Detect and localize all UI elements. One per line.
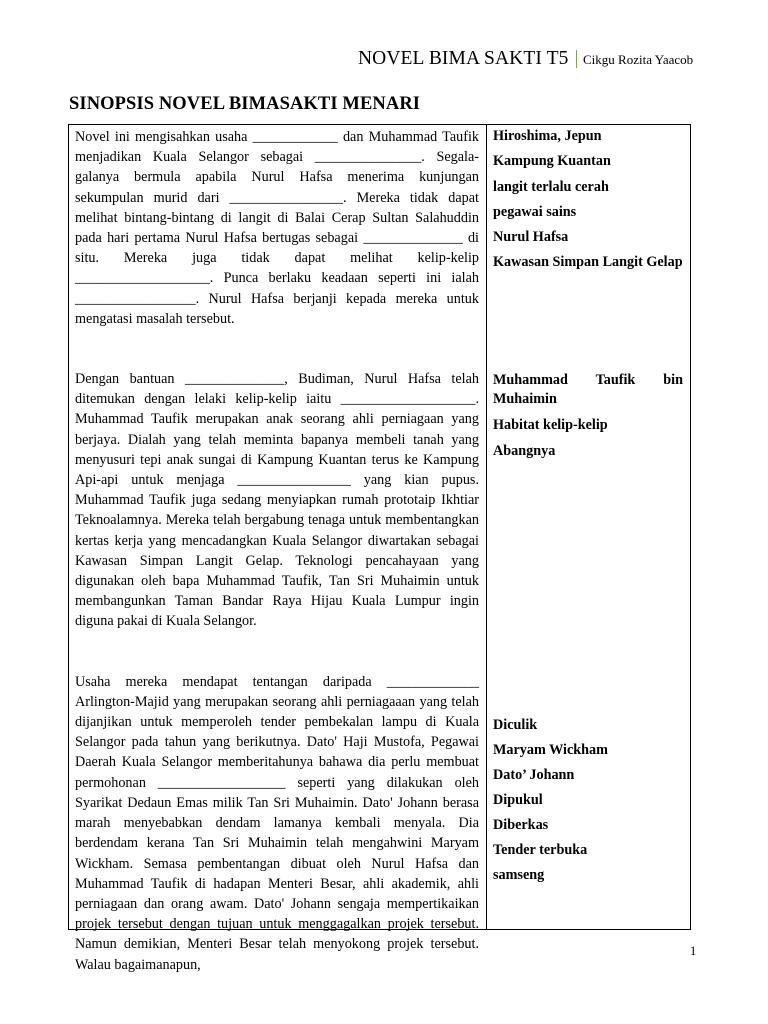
- answer-item: Abangnya: [493, 443, 556, 459]
- answer-item: Maryam Wickham: [493, 742, 608, 758]
- synopsis-paragraph-2: Dengan bantuan ______________, Budiman, Nurul Hafsa telah ditemukan dengan lelaki kelip-kelip iaitu ___________________. Muhammad Taufik merupakan anak seorang ahli perniagaan yang berjaya. Dialah yang telah meminta bapanya membeli tanah yang menyusuri tepi anak sungai di Kampung Kuantan terus ke Kampung Api-api untuk menjaga ________________ yang kian pupus. Muhammad Taufik juga sedang menyiapkan rumah prototaip Ikhtiar Teknoalamnya. Mereka telah bergabung tenaga untuk membentangkan kertas kerja yang mencadangkan Kuala Selangor diwartakan sebagai Kawasan Simpan Langit Gelap. Teknologi pencahayaan yang digunakan oleh bapa Muhammad Taufik, Tan Sri Muhaimin untuk membangunkan Taman Bandar Raya Hijau Kuala Lumpur ingin diguna pakai di Kuala Selangor.: [75, 371, 479, 630]
- answer-item: Nurul Hafsa: [493, 229, 569, 245]
- answer-item: Muhammad Taufik bin Muhaimin: [493, 372, 683, 407]
- answer-item: samseng: [493, 867, 545, 883]
- page-header: [358, 48, 704, 74]
- answer-item: Kampung Kuantan: [493, 153, 611, 169]
- answer-item: Diberkas: [493, 817, 549, 833]
- synopsis-paragraph-1: Novel ini mengisahkan usaha ____________ dan Muhammad Taufik menjadikan Kuala Selangor sebagai _______________. Segala-galanya bermula apabila Nurul Hafsa menerima kunjungan sekumpulan murid dari ________________. Mereka tidak dapat melihat bintang-bintang di langit di Balai Cerap Sultan Salahuddin pada hari pertama Nurul Hafsa bertugas sebagai ______________ di situ. Mereka juga tidak dapat melihat kelip-kelip ___________________. Punca berlaku keadaan seperti ini ialah _________________. Nurul Hafsa berjanji kepada mereka untuk mengatasi masalah tersebut.: [75, 129, 479, 327]
- answer-item: Habitat kelip-kelip: [493, 417, 608, 433]
- document-title: SINOPSIS NOVEL BIMASAKTI MENARI: [69, 94, 421, 114]
- answer-item: Dato’ Johann: [493, 767, 575, 783]
- synopsis-paragraph-3: Usaha mereka mendapat tentangan daripada _____________ Arlington-Majid yang merupakan seorang ahli perniagaaan yang telah dijanjikan untuk memperoleh tender pembekalan lampu di Kuala Selangor pada tahun yang berikutnya. Dato' Haji Mustofa, Pegawai Daerah Kuala Selangor memberitahunya bahawa dia perlu membuat permohonan __________________ seperti yang dilakukan oleh Syarikat Dedaun Emas milik Tan Sri Muhaimin. Dato' Johann berasa marah menyebabkan dendam lamanya kembali menyala. Dia berdendam kerana Tan Sri Muhaimin telah mengahwini Maryam Wickham. Semasa pembentangan dibuat oleh Nurul Hafsa dan Muhammad Taufik di hadapan Menteri Besar, ahli akademik, ahli perniagaan dan orang awam. Dato' Johann sengaja mempertikaikan projek tersebut dengan tujuan untuk menggagalkan projek tersebut. Namun demikian, Menteri Besar telah menyokong projek tersebut. Walau bagaimanapun,: [75, 673, 479, 973]
- answer-item: pegawai sains: [493, 204, 577, 220]
- column-divider: [486, 125, 487, 929]
- answer-item: Kawasan Simpan Langit Gelap: [493, 254, 683, 270]
- answer-item: Hiroshima, Jepun: [493, 128, 602, 144]
- answer-item: Dipukul: [493, 792, 543, 808]
- answer-item: langit terlalu cerah: [493, 179, 609, 195]
- header-separator: [576, 50, 577, 68]
- answer-item: Tender terbuka: [493, 842, 588, 858]
- paragraph-spacer: [75, 632, 479, 672]
- answer-item: Diculik: [493, 717, 538, 733]
- synopsis-column: [75, 127, 479, 975]
- header-title: NOVEL BIMA SAKTI T5: [358, 48, 569, 69]
- page-number: 1: [690, 944, 697, 958]
- header-author: Cikgu Rozita Yaacob: [583, 52, 694, 67]
- synopsis-table: [68, 124, 691, 973]
- paragraph-spacer: [75, 329, 479, 369]
